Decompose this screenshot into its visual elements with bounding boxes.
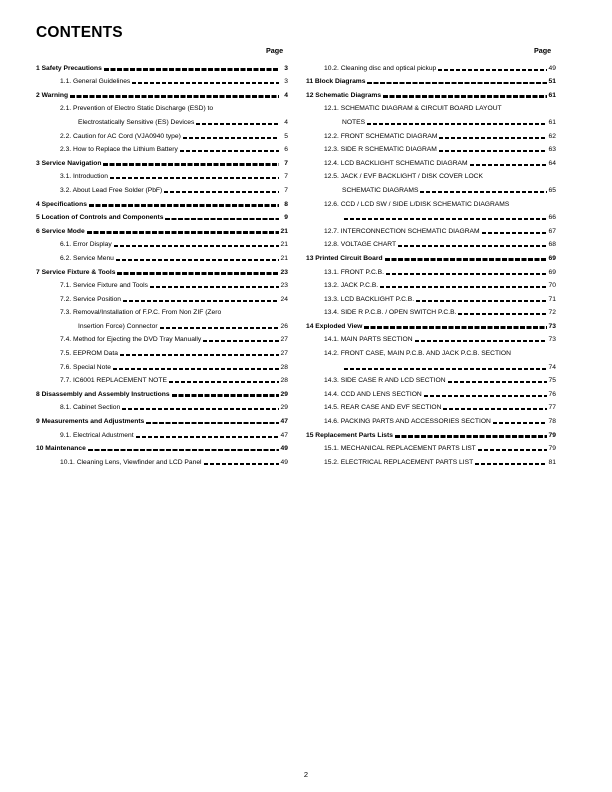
toc-subsection-entry[interactable] [306,236,556,250]
toc-entry-title: 4 Specifications [36,200,87,208]
toc-entry-title: 3 Service Navigation [36,159,102,167]
toc-section-entry[interactable] [36,222,288,236]
toc-entry-page: 79 [548,431,556,439]
toc-entry-page: 64 [548,159,556,167]
toc-entry-title: 13.4. SIDE R P.C.B. / OPEN SWITCH P.C.B. [324,309,457,317]
toc-dot-leader [475,463,547,465]
toc-subsection-entry[interactable] [36,168,288,182]
toc-entry-page: 3 [284,78,288,86]
toc-entry-title: 2.3. How to Replace the Lithium Battery [60,146,178,154]
toc-entry-title: 10 Maintenance [36,445,86,453]
toc-dot-leader [165,218,279,221]
toc-entry-title: 7.5. EEPROM Data [60,350,118,358]
toc-section-entry[interactable] [306,86,556,100]
toc-entry-title: Electrostatically Sensitive (ES) Devices [78,118,195,126]
toc-entry-page: 65 [548,186,556,194]
toc-subsection-entry[interactable] [306,59,556,73]
toc-dot-leader [103,163,279,166]
toc-entry-title: 12.4. LCD BACKLIGHT SCHEMATIC DIAGRAM [324,159,468,167]
toc-subsection-entry[interactable] [306,154,556,168]
toc-section-entry[interactable] [36,412,288,426]
toc-entry-title: 12.3. SIDE R SCHEMATIC DIAGRAM [324,146,437,154]
toc-entry-title: 12.7. INTERCONNECTION SCHEMATIC DIAGRAM [324,227,480,235]
toc-dot-leader [203,340,279,342]
toc-entry-title: 9 Measurements and Adjustments [36,418,145,426]
toc-entry-page: 28 [280,363,288,371]
toc-subsection-entry[interactable] [306,168,556,182]
toc-dot-leader [122,408,279,410]
page-column-header-right: Page [534,46,552,55]
toc-entry-page: 3 [284,64,288,72]
toc-entry-title: 2.2. Caution for AC Cord (VJA0940 type) [60,132,181,140]
toc-section-entry[interactable] [36,86,288,100]
toc-subsection-entry[interactable] [306,453,556,467]
toc-entry-page: 49 [280,445,288,453]
toc-entry-page: 47 [280,431,288,439]
toc-entry-page: 74 [548,363,556,371]
toc-subsection-entry[interactable] [36,453,288,467]
toc-dot-leader [482,232,547,234]
toc-dot-leader [439,150,547,152]
toc-dot-leader [367,82,547,85]
toc-subsection-entry[interactable] [306,100,556,114]
toc-subsection-entry[interactable] [36,141,288,155]
toc-entry-title: NOTES [342,118,366,126]
toc-subsection-entry[interactable] [306,141,556,155]
toc-dot-leader [385,258,547,261]
toc-entry-page: 69 [548,268,556,276]
toc-entry-page: 23 [280,282,288,290]
toc-subsection-entry[interactable] [306,222,556,236]
toc-subsection-entry[interactable] [36,331,288,345]
toc-dot-leader [478,449,547,451]
toc-dot-leader [183,137,279,139]
toc-entry-title: Insertion Force) Connector [78,322,158,330]
toc-section-entry[interactable] [306,317,556,331]
toc-entry-page: 4 [284,91,288,99]
toc-entry-page: 23 [280,268,288,276]
toc-section-entry[interactable] [36,195,288,209]
toc-entry-title: 10.1. Cleaning Lens, Viewfinder and LCD Panel [60,458,202,466]
toc-entry-title: 6 Service Mode [36,227,85,235]
toc-dot-leader [493,422,547,424]
toc-dot-leader [160,327,279,329]
toc-entry-page: 66 [548,214,556,222]
toc-entry-title: 1 Safety Precautions [36,64,102,72]
toc-subsection-entry[interactable] [306,277,556,291]
toc-entry-page: 81 [548,458,556,466]
toc-dot-leader [420,191,547,193]
toc-entry-page: 27 [280,350,288,358]
toc-entry-page: 77 [548,404,556,412]
toc-entry-page: 28 [280,377,288,385]
toc-section-entry[interactable] [36,59,288,73]
toc-subsection-entry[interactable] [36,358,288,372]
toc-dot-leader [146,422,279,425]
toc-entry-title: 2 Warning [36,91,69,99]
toc-entry-page: 29 [280,404,288,412]
toc-dot-leader [70,95,279,98]
toc-subsection-entry[interactable] [306,113,556,127]
toc-section-entry[interactable] [36,440,288,454]
toc-dot-leader [344,368,547,370]
toc-entry-title: 13.1. FRONT P.C.B. [324,268,384,276]
toc-entry-title: 12.8. VOLTAGE CHART [324,241,397,249]
toc-dot-leader [415,340,547,342]
toc-entry-title: 12.6. CCD / LCD SW / SIDE L/DISK SCHEMATIC DIAGRAMS [324,200,510,208]
toc-subsection-entry[interactable] [36,249,288,263]
toc-entry-page: 7 [284,159,288,167]
toc-subsection-entry[interactable] [306,127,556,141]
toc-subsection-entry[interactable] [306,304,556,318]
toc-subsection-entry[interactable] [36,426,288,440]
toc-entry-title: 5 Location of Controls and Components [36,214,164,222]
toc-entry-title: 7.6. Special Note [60,363,111,371]
toc-dot-leader [367,123,547,125]
toc-entry-title: SCHEMATIC DIAGRAMS [342,186,419,194]
toc-dot-leader [110,177,279,179]
toc-entry-page: 73 [548,336,556,344]
toc-entry-title: 10.2. Cleaning disc and optical pickup [324,64,437,72]
toc-entry-title: 6.1. Error Display [60,241,112,249]
toc-entry-title: 14.6. PACKING PARTS AND ACCESSORIES SECTION [324,418,491,426]
toc-section-entry[interactable] [36,263,288,277]
toc-section-entry[interactable] [36,209,288,223]
toc-dot-leader [395,435,547,438]
toc-entry-page: 5 [284,132,288,140]
toc-dot-leader [443,408,547,410]
toc-dot-leader [116,259,279,261]
toc-entry-page: 29 [280,390,288,398]
toc-entry-title: 13.3. LCD BACKLIGHT P.C.B. [324,295,415,303]
toc-entry-page: 71 [548,295,556,303]
page-column-header-left: Page [266,46,284,55]
toc-dot-leader [344,218,547,220]
toc-dot-leader [383,95,547,98]
toc-entry-page: 61 [548,91,556,99]
toc-dot-leader [123,300,279,302]
toc-entry-page: 51 [548,78,556,86]
toc-entry-title: 3.1. Introduction [60,173,108,181]
toc-entry-page: 61 [548,118,556,126]
toc-dot-leader [120,354,279,356]
toc-dot-leader [169,381,279,383]
toc-dot-leader [439,137,547,139]
toc-dot-leader [114,245,279,247]
toc-section-entry[interactable] [36,154,288,168]
toc-entry-title: 14.4. CCD AND LENS SECTION [324,390,422,398]
toc-entry-title: 12 Schematic Diagrams [306,91,382,99]
toc-dot-leader [88,449,279,452]
toc-subsection-entry[interactable] [306,385,556,399]
toc-entry-page: 26 [280,322,288,330]
toc-entry-title: 7 Service Fixture & Tools [36,268,116,276]
toc-entry-title: 9.1. Electrical Adustment [60,431,134,439]
toc-entry-title: 11 Block Diagrams [306,78,366,86]
toc-entry-page: 73 [548,322,556,330]
toc-entry-title: 8 Disassembly and Assembly Instructions [36,390,170,398]
toc-entry-title: 14.3. SIDE CASE R AND LCD SECTION [324,377,446,385]
toc-dot-leader [89,204,279,207]
toc-entry-title: 2.1. Prevention of Electro Static Discharge (ESD) to [60,105,214,113]
toc-entry-title: 7.7. IC6001 REPLACEMENT NOTE [60,377,167,385]
toc-entry-title: 12.5. JACK / EVF BACKLIGHT / DISK COVER LOCK [324,173,483,181]
toc-subsection-entry[interactable] [306,263,556,277]
toc-entry-page: 63 [548,146,556,154]
toc-dot-leader [448,381,547,383]
toc-entry-page: 8 [284,200,288,208]
toc-entry-title: 7.1. Service Fixture and Tools [60,282,148,290]
toc-entry-page: 70 [548,282,556,290]
toc-entry-page: 21 [280,254,288,262]
toc-entry-title: 15.2. ELECTRICAL REPLACEMENT PARTS LIST [324,458,474,466]
toc-dot-leader [180,150,279,152]
toc-entry-page: 6 [284,146,288,154]
toc-dot-leader [204,463,279,465]
toc-section-entry[interactable] [306,426,556,440]
toc-entry-title: 7.2. Service Position [60,295,121,303]
toc-entry-page: 9 [284,214,288,222]
toc-left-column [36,59,288,467]
toc-entry-title: 8.1. Cabinet Section [60,404,121,412]
toc-entry-title: 15 Replacement Parts Lists [306,431,393,439]
toc-entry-title: 13 Printed Circuit Board [306,254,383,262]
toc-entry-title: 14.1. MAIN PARTS SECTION [324,336,413,344]
toc-subsection-entry[interactable] [306,399,556,413]
toc-section-entry[interactable] [306,73,556,87]
toc-section-entry[interactable] [36,385,288,399]
toc-subsection-entry[interactable] [36,317,288,331]
toc-dot-leader [136,436,279,438]
toc-entry-title: 6.2. Service Menu [60,254,114,262]
toc-subsection-entry[interactable] [36,127,288,141]
toc-entry-page: 76 [548,390,556,398]
toc-entry-title: 14 Exploded View [306,322,363,330]
toc-entry-page: 69 [548,254,556,262]
toc-dot-leader [380,286,547,288]
toc-subsection-entry[interactable] [306,412,556,426]
toc-subsection-entry[interactable] [36,100,288,114]
toc-entry-page: 27 [280,336,288,344]
toc-dot-leader [104,68,279,71]
toc-subsection-entry[interactable] [36,399,288,413]
toc-dot-leader [113,368,279,370]
toc-entry-page: 21 [280,227,288,235]
toc-dot-leader [172,394,279,397]
toc-entry-page: 78 [548,418,556,426]
toc-entry-title: 12.1. SCHEMATIC DIAGRAM & CIRCUIT BOARD LAYOUT [324,105,502,113]
toc-dot-leader [458,313,547,315]
toc-subsection-entry[interactable] [306,344,556,358]
toc-entry-page: 47 [280,418,288,426]
toc-dot-leader [398,245,547,247]
toc-dot-leader [87,231,279,234]
toc-subsection-entry[interactable] [36,372,288,386]
toc-subsection-entry[interactable] [36,290,288,304]
toc-entry-title: 13.2. JACK P.C.B. [324,282,379,290]
page-number: 2 [303,770,309,779]
toc-subsection-entry[interactable] [306,209,556,223]
toc-entry-page: 49 [280,458,288,466]
toc-dot-leader [117,272,279,275]
toc-subsection-entry[interactable] [306,440,556,454]
toc-subsection-entry[interactable] [306,372,556,386]
toc-subsection-entry[interactable] [306,358,556,372]
toc-section-entry[interactable] [306,249,556,263]
toc-subsection-entry[interactable] [36,304,288,318]
page-title: CONTENTS [36,24,123,41]
toc-subsection-entry[interactable] [36,236,288,250]
toc-dot-leader [438,69,547,71]
toc-dot-leader [132,82,279,84]
toc-entry-title: 14.2. FRONT CASE, MAIN P.C.B. AND JACK P.C.B. SECTION [324,350,511,358]
toc-dot-leader [150,286,279,288]
toc-dot-leader [364,326,547,329]
toc-subsection-entry[interactable] [306,290,556,304]
toc-entry-page: 67 [548,227,556,235]
toc-entry-page: 72 [548,309,556,317]
toc-subsection-entry[interactable] [36,344,288,358]
toc-subsection-entry[interactable] [306,331,556,345]
toc-entry-page: 21 [280,241,288,249]
toc-subsection-entry[interactable] [36,113,288,127]
toc-entry-title: 3.2. About Lead Free Solder (PbF) [60,186,163,194]
toc-entry-title: 7.4. Method for Ejecting the DVD Tray Manually [60,336,202,344]
toc-right-column [306,59,556,467]
toc-entry-title: 1.1. General Guidelines [60,78,131,86]
toc-dot-leader [416,300,547,302]
toc-subsection-entry[interactable] [306,181,556,195]
toc-entry-page: 7 [284,173,288,181]
toc-subsection-entry[interactable] [306,195,556,209]
toc-subsection-entry[interactable] [36,73,288,87]
toc-entry-title: 7.3. Removal/Installation of F.P.C. From Non ZIF (Zero [60,309,222,317]
toc-entry-page: 4 [284,118,288,126]
toc-dot-leader [164,191,279,193]
toc-entry-page: 79 [548,445,556,453]
toc-subsection-entry[interactable] [36,181,288,195]
toc-entry-page: 49 [548,64,556,72]
toc-dot-leader [424,395,547,397]
toc-entry-page: 24 [280,295,288,303]
toc-entry-title: 12.2. FRONT SCHEMATIC DIAGRAM [324,132,438,140]
toc-subsection-entry[interactable] [36,277,288,291]
toc-entry-page: 68 [548,241,556,249]
toc-entry-title: 14.5. REAR CASE AND EVF SECTION [324,404,442,412]
toc-entry-title: 15.1. MECHANICAL REPLACEMENT PARTS LIST [324,445,476,453]
toc-entry-page: 7 [284,186,288,194]
toc-dot-leader [196,123,279,125]
toc-entry-page: 75 [548,377,556,385]
toc-dot-leader [470,164,547,166]
toc-dot-leader [386,273,547,275]
toc-entry-page: 62 [548,132,556,140]
